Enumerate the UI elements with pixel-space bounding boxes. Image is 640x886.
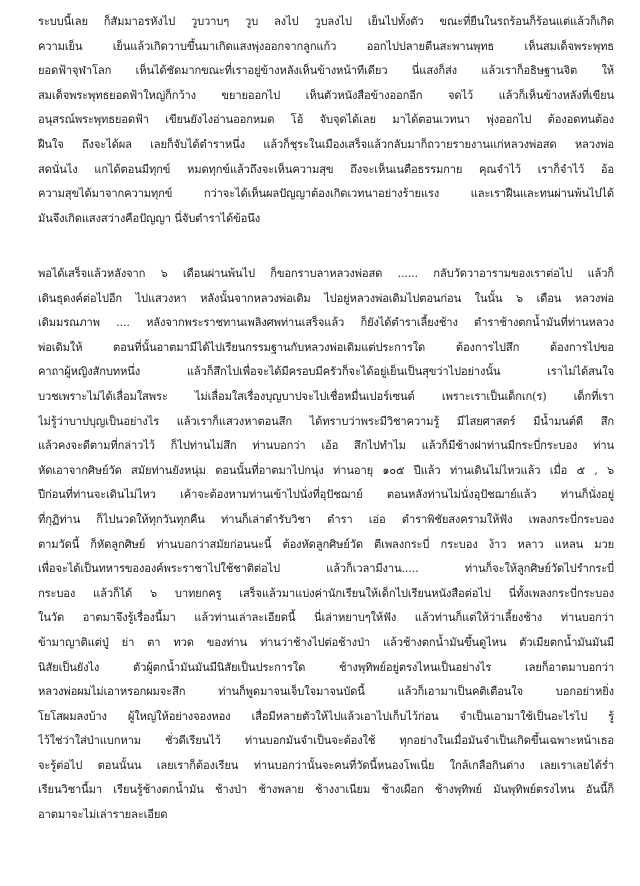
text-line: หลวงพ่อผมไม่เอาหรอกผมจะสึก ท่านก็พูดมาจนเจ็บใจมาจนบัดนี้ แล้วก็เอามาเป็นคติเตือนใจ บอกอย่าหยิ่ง (38, 685, 614, 699)
text-line: บวชเพราะไม่ได้เลื่อมใสพระ ไม่เลื่อมใสเรื่องบุญบาปจะไปเชื่อหมื่นเปอร์เซนต์ เพราะเราเป็นเด็กเก(ร) เด็กที่เรา (38, 389, 614, 403)
text-line: ข้ามาญาติแต่ปู่ ย่า ตา ทวด ของท่าน ท่านว่าช้างไปต่อช้างป่า แล้วช้างตกน้ำมันขึ้นดูไหน ตัวเมียตกน้ำมันมันมี (38, 635, 614, 649)
text-line: ไว้ใช่ว่าใส่ป่าแบกหาม ชั่วดีเรียนไว้ ท่านบอกมันจำเป็นจะต้องใช้ ทุกอย่างในเมื่อมันจำเป็นเกิดขึ้นเฉพาะหน้าเธอ (38, 734, 614, 748)
text-line: สมเด็จพระพุทธยอดฟ้าใหญ่ก็กว้าง ขยายออกไป เห็นตัวหนังสือข้างออกอีก จดไว้ แล้วก็เห็นข้างหลังที่เขียน (38, 88, 614, 102)
paragraph-1 (38, 10, 614, 231)
text-line: มันจึงเกิดแสงสว่างคือปัญญา นี่จับตำราได้ข้อนึง (38, 211, 261, 225)
text-line: พอได้เสร็จแล้วหลังจาก ๖ เดือนผ่านพ้นไป ก็ขอกราบลาหลวงพ่อสด ...... กลับวัดวาอารามของเราต่อไป แล้วก็ (38, 267, 614, 280)
text-line: พ่อเดิมให้ ตอนที่นั้นอาตมามีได้ไปเรียนกรรมฐานกับหลวงพ่อเดิมแต่ประการใด ต้องการไปสึก ต้องการไปขอ (38, 340, 614, 354)
text-line: อนุสรณ์พระพุทธยอดฟ้า เขียนยังไงอ่านออกหมด โอ้ จับจุดได้เลย มาได้ตอนเวทนา พุ่งออกไป ต้องอดทนต้อง (38, 113, 614, 127)
text-line: หัดเอาจากศิษย์วัด สมัยท่านยังหนุ่ม ตอนนั้นที่อาตมาไปกนุ่ง ท่านอายุ ๑๐๕ ปีแล้ว ท่านเดินไม่ไหวแล้ว เมื่อ ๕ , ๖ (38, 463, 614, 477)
text-line: ที่กุฏิท่าน ก็ไปนวดให้ทุกวันทุกคืน ท่านก็เล่าตำรับวิชา ตำรา เอ่อ ตำราพิชัยสงครามให้ฟัง เพลงกระบี่กระบอง (38, 512, 614, 526)
text-line: นิสัยเป็นยังไง ตัวผู้ตกน้ำมันมันมีนิสัยเป็นประการใด ช้างพุทิพย์อยู่ตรงไหนเป็นอย่างไร เลยก็อาตมาบอกว่า (38, 660, 614, 674)
text-line: ปีก่อนที่ท่านจะเดินไม่ไหว เค้าจะต้องหามท่านเข้าไปนั่งที่อุปัชฌาย์ ตอนหลังท่านไม่นั่งอุปัชฌาย์แล้ว ท่านก็นั่งอยู่ (38, 488, 614, 502)
text-line: ไม่รู้ว่าบาปบุญเป็นอย่างไร แล้วเราก็แสวงหาตอนสึก ได้ทราบว่าพระมีวิชาความรู้ มีไสยศาสตร์ มีน้ำมนต์ดี สึก (38, 414, 614, 428)
text-line: โยโสผมลงบ้าง ผู้ใหญ่ให้อย่างจองหอง เสื่อมีหลายตัวให้ไปแล้วเอาไปเก็บไว้ก่อน จำเป็นเอามาใช้เป็นอะไรไป รู้ (38, 709, 614, 723)
text-line: ในวัด อาตมาจึงรู้เรื่องนี้มา แล้วท่านเล่าละเอียดนี้ นี่เล่าหยาบๆให้ฟัง แล้วท่านก็แต่ให้ว่าเลี้ยงช้าง ท่านบอกว่า (38, 611, 614, 625)
text-line: กระบอง แล้วก็ได้ ๖ บาทยกครู เสร็จแล้วมาแบ่งค่านักเรียนให้เด็กไปเรียนหนังสือต่อไป นี่ทั้งเพลงกระบี่กระบอง (38, 586, 614, 600)
text-line: เรียนวิชานี้มา เรียนรู้ช้างตกน้ำมัน ช้างป่า ช้างพลาย ช้างงาเนียม ช้างเผือก ช้างพุทิพย์ มันพุทิพย์ตรงไหน อันนี้ก็ (38, 783, 614, 797)
text-line: ฝืนใจ ถึงจะได้ผล เลยก็จับได้ตำราหนึ่ง แล้วก็ชุระในเมืองเสร็จแล้วกลับมาก็ถวายรายงานแก่หลวงพ่อสด หลวงพ่อ (38, 137, 614, 151)
paragraph-2 (38, 262, 614, 828)
text-line: คาถาผู้หญิงสักบทหนึ่ง แล้วก็สึกไปเพื่อจะได้มีครอบมีครัวก็จะได้อยู่เย็นเป็นสุขว่าไปอย่างนั้น เราไม่ได้สนใจ (38, 365, 614, 379)
text-line: เดินธุดงค์ต่อไปอีก ไปแสวงหา หลังนั้นจากหลวงพ่อเดิม ไปอยู่หลวงพ่อเดิมไปตอนก่อน ในนั้น ๖ เดือน หลวงพ่อ (38, 291, 614, 305)
text-line: เดิมมรณภาพ .... หลังจากพระราชทานเพลิงศพท่านเสร็จแล้ว ก็ยังได้ตำราเลี้ยงช้าง ตำราช้างตกน้ำมันที่ท่านหลวง (38, 316, 614, 330)
text-line: ความสุขได้มาจากความทุกข์ กว่าจะได้เห็นผลปัญญาต้องเกิดเวทนาอย่างร้ายแรง และเราฝืนและทนผ่านพ้นไปได้ (38, 187, 614, 201)
text-line: แล้วคงจะดีตามที่กล่าวไว้ ก็ไปท่านไม่สึก ท่านบอกว่า เอ้อ สึกไปทำไม แล้วก็มีช้างฝาท่านมีกระบี่กระบอง ท่าน (38, 439, 614, 453)
text-line: เพื่อจะได้เป็นทหารขององค์พระราชาไปใช้ชาติต่อไป แล้วก็เวลามีงาน..... ท่านก็จะให้ลูกศิษย์วัดไปรำกระบี่ (38, 562, 614, 576)
text-line: ความเย็น เย็นแล้วเกิดวาบขึ้นมาเกิดแสงพุ่งออกจากลูกแก้ว ออกไปปลายตีนสะพานพุทธ เห็นสมเด็จพระพุทธ (38, 39, 614, 53)
text-line: ระบบนี้เลย ก็สัมมาอรหังไป วูบวาบๆ วูบ ลงไป วูบลงไป เย็นไปทั้งตัว ขณะที่ยืนในรถร้อนก็ร้อนแต่แล้วก็เกิด (38, 15, 614, 28)
text-line: สดนั่นไง แกได้ตอนมีทุกข์ หมดทุกข์แล้วถึงจะเห็นความสุข ถึงจะเห็นเนตือธรรมกาย คุณจำไว้ เราก็จำไว้ อ้อ (38, 162, 614, 176)
text-line: ตามวัดนี้ ก็หัดลูกศิษย์ ท่านบอกว่าสมัยก่อนนะนี้ ต้องหัดลูกศิษย์วัด ตีเพลงกระบี่ กระบอง ง้าว หลาว แหลน มวย (38, 537, 614, 551)
text-line: อาตมาจะไม่เล่ารายละเอียด (38, 808, 168, 822)
text-line: จะรู้ต่อไป ตอนนั้นน เลยเราก็ต้องเรียน ท่านบอกว่านั้นจะคนที่วัดนี้หนองโพเนี่ย ใกล้เกลือกินด่าง เลยเราเลยได้ร่ำ (38, 758, 614, 772)
text-line: ยอดฟ้าจุฬาโลก เห็นได้ชัดมากขณะที่เราอยู่ข้างหลังเห็นข้างหน้าทีเดียว นี่แสงก็ส่ง แล้วเราก็อธิษฐานจิต ให้ (38, 64, 614, 78)
